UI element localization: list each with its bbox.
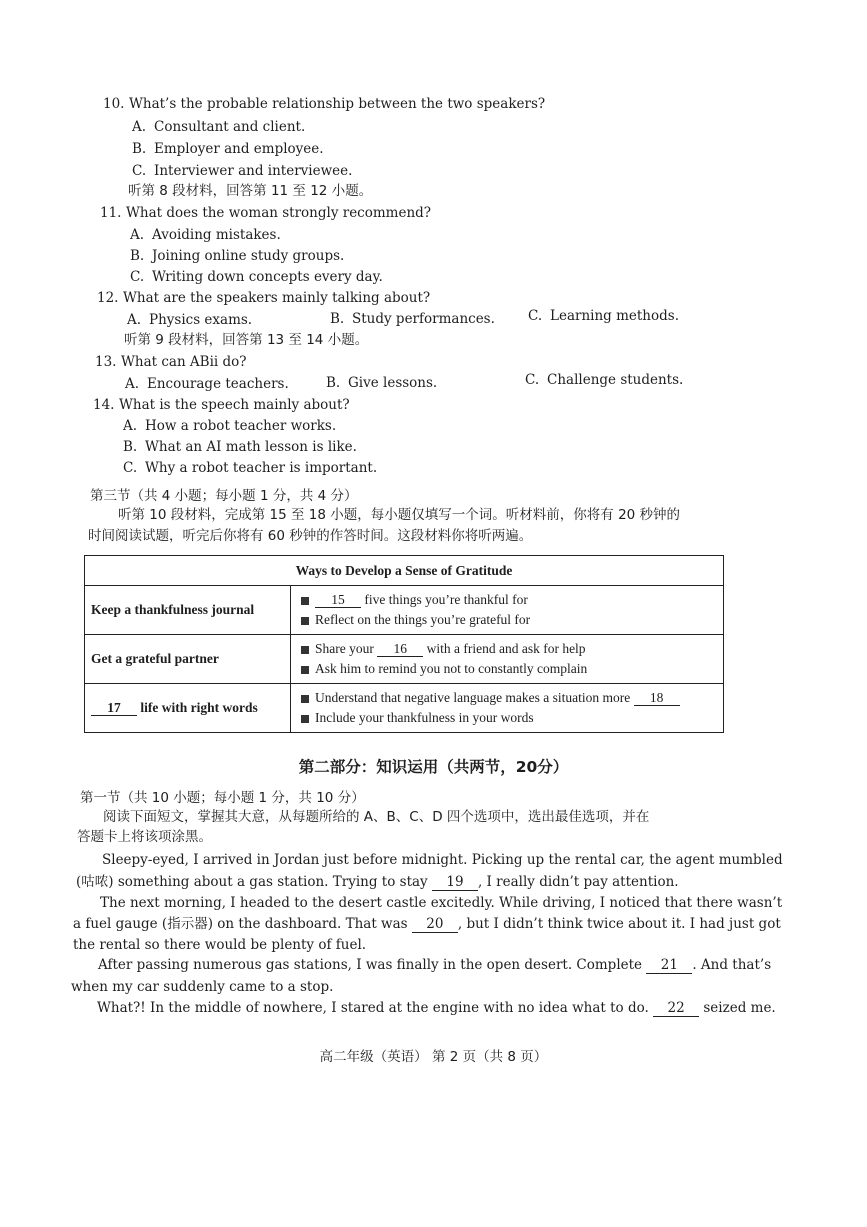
bullet-item: Ask him to remind you not to constantly complain	[301, 659, 722, 679]
row-label: Get a grateful partner	[85, 635, 291, 684]
blank-16: 16	[377, 641, 423, 657]
option-11b: B. Joining online study groups.	[130, 248, 345, 264]
passage-line: What?! In the middle of nowhere, I stared at the engine with no idea what to do. 22 seized me.	[97, 1000, 776, 1016]
bullet-icon	[301, 695, 309, 703]
passage-line: (咕哝) something about a gas station. Trying to stay 19 , I really didn’t pay attention.	[76, 874, 679, 890]
option-12c: C. Learning methods.	[528, 308, 679, 324]
option-14b: B. What an AI math lesson is like.	[123, 439, 357, 455]
bullet-item: Share your 16 with a friend and ask for help	[301, 639, 722, 659]
row-label: Keep a thankfulness journal	[85, 586, 291, 635]
bullet-item: 15 five things you’re thankful for	[301, 590, 722, 610]
option-13a: A. Encourage teachers.	[125, 376, 289, 392]
row-label: 17 life with right words	[85, 684, 291, 733]
table-row	[85, 635, 724, 684]
passage-line: the rental so there would be plenty of fuel.	[73, 937, 367, 953]
bullet-item: Understand that negative language makes a situation more 18	[301, 688, 722, 708]
table-title: Ways to Develop a Sense of Gratitude	[85, 556, 724, 586]
option-13c: C. Challenge students.	[525, 372, 684, 388]
option-14c: C. Why a robot teacher is important.	[123, 460, 378, 476]
blank-18: 18	[634, 690, 680, 706]
table-row	[85, 586, 724, 635]
gratitude-table	[84, 555, 724, 733]
question-13: 13. What can ABii do?	[95, 354, 247, 370]
question-14: 14. What is the speech mainly about?	[93, 397, 350, 413]
section3-instruction-2: 时间阅读试题，听完后你将有 60 秒钟的作答时间。这段材料你将听两遍。	[88, 528, 533, 544]
instruction-material-9: 听第 9 段材料，回答第 13 至 14 小题。	[124, 332, 369, 348]
passage-line: Sleepy-eyed, I arrived in Jordan just before midnight. Picking up the rental car, the agent mumbled	[102, 852, 783, 868]
part2-instruction-2: 答题卡上将该项涂黑。	[77, 829, 212, 845]
blank-15: 15	[315, 592, 361, 608]
bullet-icon	[301, 666, 309, 674]
passage-line: when my car suddenly came to a stop.	[71, 979, 334, 995]
option-14a: A. How a robot teacher works.	[123, 418, 337, 434]
passage-line: a fuel gauge (指示器) on the dashboard. That was 20 , but I didn’t think twice about it. I had just got	[73, 916, 781, 932]
blank-19: 19	[432, 875, 478, 891]
bullet-icon	[301, 597, 309, 605]
section3-instruction-1: 听第 10 段材料，完成第 15 至 18 小题，每小题仅填写一个词。听材料前，你将有 20 秒钟的	[118, 507, 681, 523]
option-10c: C. Interviewer and interviewee.	[132, 163, 353, 179]
question-10	[103, 95, 545, 113]
bullet-item: Include your thankfulness in your words	[301, 708, 722, 728]
bullet-icon	[301, 646, 309, 654]
bullet-icon	[301, 617, 309, 625]
blank-22: 22	[653, 1001, 699, 1017]
part2-section1-title: 第一节（共 10 小题；每小题 1 分，共 10 分）	[80, 790, 365, 806]
blank-20: 20	[412, 917, 458, 933]
option-11c: C. Writing down concepts every day.	[130, 269, 383, 285]
question-text: What’s the probable relationship between the two speakers?	[129, 96, 546, 112]
page-footer: 高二年级（英语） 第 2 页（共 8 页）	[319, 1049, 548, 1065]
passage-line: The next morning, I headed to the desert castle excitedly. While driving, I noticed that there wasn’t	[100, 895, 783, 911]
question-12: 12. What are the speakers mainly talking about?	[97, 290, 431, 306]
option-12a: A. Physics exams.	[127, 312, 253, 328]
question-11: 11. What does the woman strongly recommend?	[100, 205, 432, 221]
part2-instruction-1: 阅读下面短文，掌握其大意，从每题所给的 A、B、C、D 四个选项中，选出最佳选项，并在	[103, 809, 650, 825]
option-11a: A. Avoiding mistakes.	[130, 227, 281, 243]
blank-21: 21	[646, 958, 692, 974]
option-12b: B. Study performances.	[330, 311, 495, 327]
passage-line: After passing numerous gas stations, I was finally in the open desert. Complete 21 . And that’s	[98, 957, 772, 973]
blank-17: 17	[91, 700, 137, 716]
bullet-item: Reflect on the things you’re grateful for	[301, 610, 722, 630]
question-number: 10.	[103, 96, 125, 112]
option-13b: B. Give lessons.	[326, 375, 438, 391]
table-row	[85, 684, 724, 733]
bullet-icon	[301, 715, 309, 723]
part2-heading: 第二部分：知识运用（共两节，20分）	[298, 758, 569, 776]
section3-title: 第三节（共 4 小题；每小题 1 分，共 4 分）	[90, 488, 358, 504]
option-10b: B. Employer and employee.	[132, 141, 324, 157]
option-10a: A. Consultant and client.	[132, 119, 306, 135]
instruction-material-8: 听第 8 段材料，回答第 11 至 12 小题。	[128, 183, 373, 199]
